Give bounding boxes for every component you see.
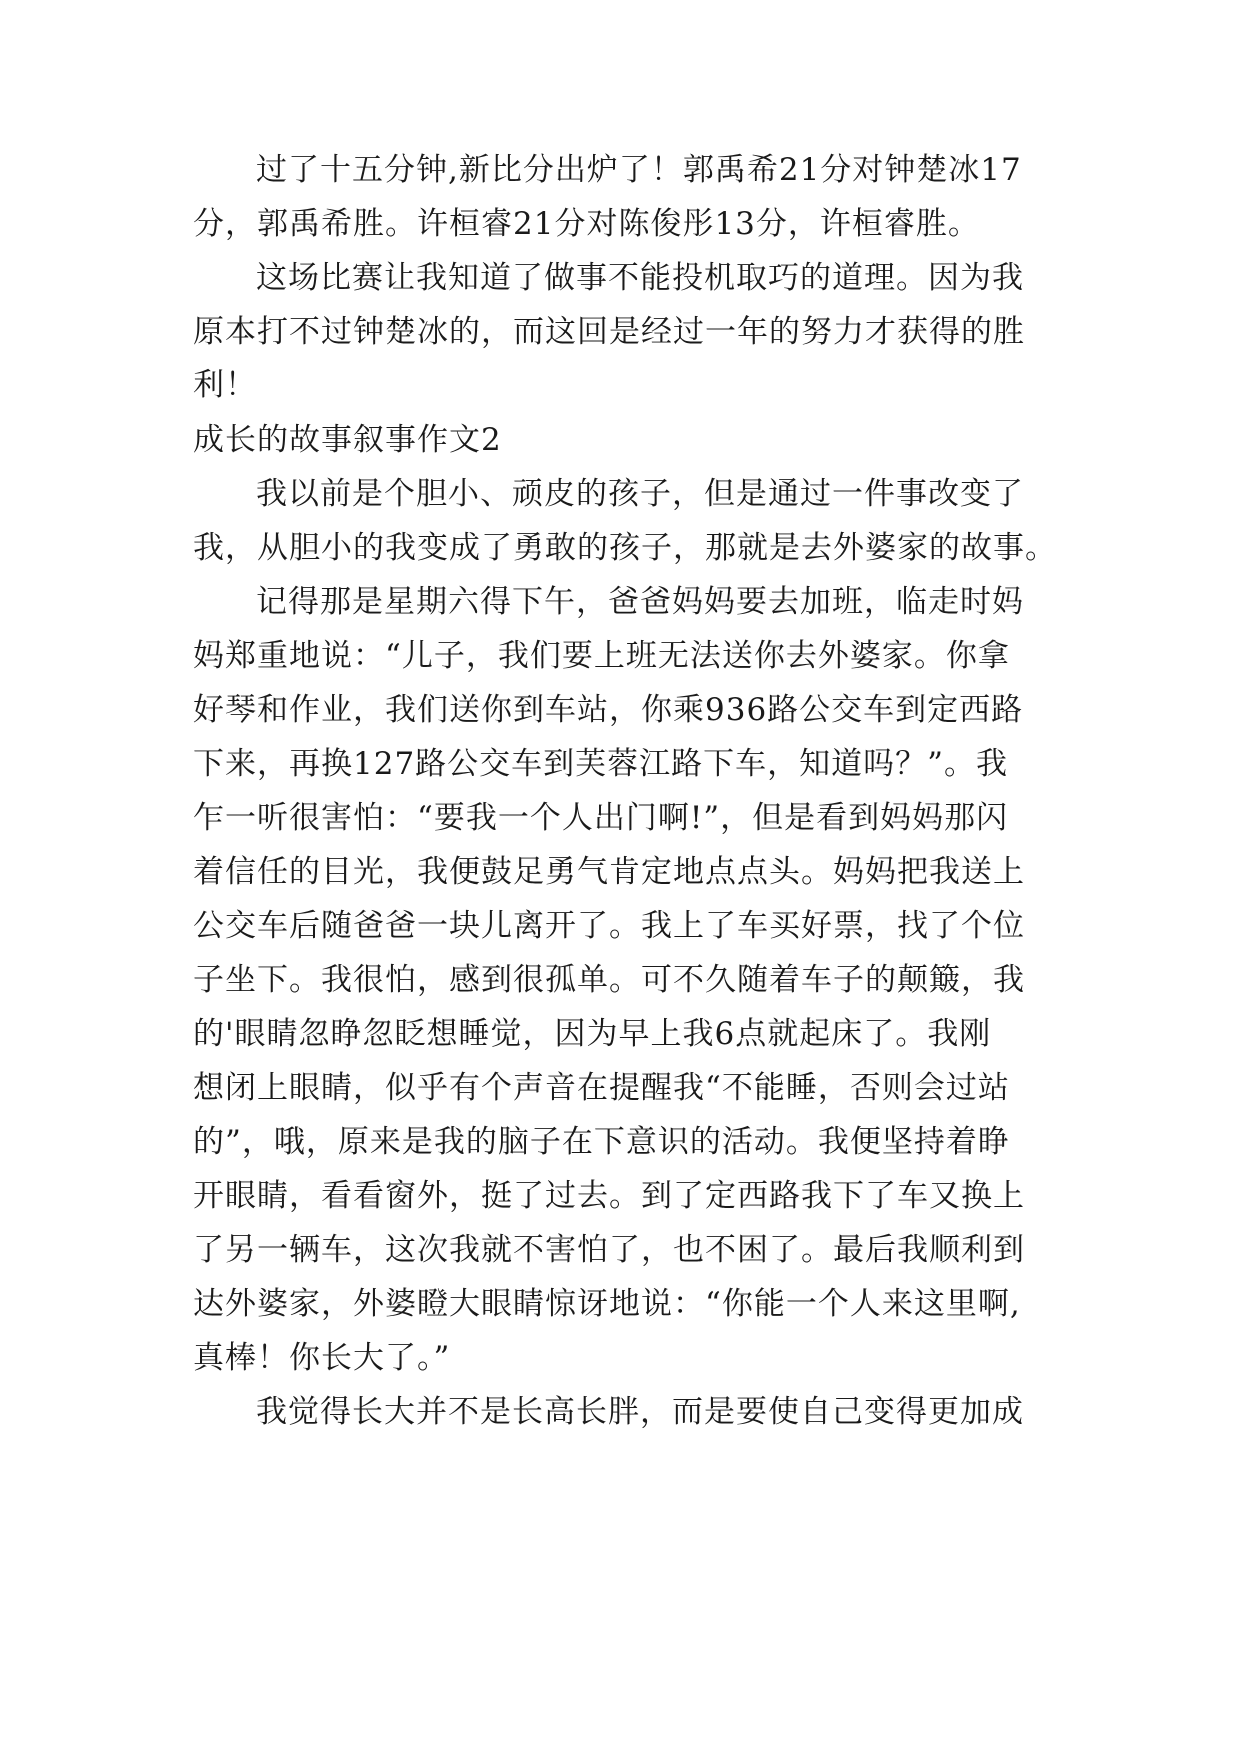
text-line: 下来，再换127路公交车到芙蓉江路下车，知道吗？”。我 [193,746,1009,782]
text-line: 记得那是星期六得下午，爸爸妈妈要去加班，临走时妈 [256,584,1024,620]
text-line: 开眼睛，看看窗外，挺了过去。到了定西路我下了车又换上 [193,1178,1025,1214]
text-line: 子坐下。我很怕，感到很孤单。可不久随着车子的颠簸，我 [193,962,1025,998]
text-line: 达外婆家，外婆瞪大眼睛惊讶地说：“你能一个人来这里啊, [193,1286,1021,1322]
text-line: 了另一辆车，这次我就不害怕了，也不困了。最后我顺利到 [193,1232,1025,1268]
text-line: 真棒！你长大了。” [193,1340,451,1376]
section-heading: 成长的故事叙事作文2 [193,422,502,458]
text-line: 过了十五分钟,新比分出炉了！郭禹希21分对钟楚冰17 [256,152,1022,188]
text-line: 我，从胆小的我变成了勇敢的孩子，那就是去外婆家的故事。 [193,530,1057,566]
text-line: 的'眼睛忽睁忽眨想睡觉，因为早上我6点就起床了。我刚 [193,1016,992,1052]
text-line: 我觉得长大并不是长高长胖，而是要使自己变得更加成 [256,1394,1024,1430]
text-line: 妈郑重地说：“儿子，我们要上班无法送你去外婆家。你拿 [193,638,1010,674]
text-line: 分，郭禹希胜。许桓睿21分对陈俊彤13分，许桓睿胜。 [193,206,980,242]
text-line: 公交车后随爸爸一块儿离开了。我上了车买好票，找了个位 [193,908,1025,944]
text-line: 利！ [193,367,257,403]
text-line: 原本打不过钟楚冰的，而这回是经过一年的努力才获得的胜 [193,314,1025,350]
text-line: 想闭上眼睛，似乎有个声音在提醒我“不能睡，否则会过站 [193,1070,1010,1106]
text-line: 好琴和作业，我们送你到车站，你乘936路公交车到定西路 [193,692,1024,728]
text-line: 这场比赛让我知道了做事不能投机取巧的道理。因为我 [256,260,1024,296]
text-line: 乍一听很害怕：“要我一个人出门啊!”，但是看到妈妈那闪 [193,800,1009,836]
text-line: 的”，哦，原来是我的脑子在下意识的活动。我便坚持着睁 [193,1124,1010,1160]
text-line: 着信任的目光，我便鼓足勇气肯定地点点头。妈妈把我送上 [193,854,1025,890]
text-line: 我以前是个胆小、顽皮的孩子，但是通过一件事改变了 [256,476,1024,512]
